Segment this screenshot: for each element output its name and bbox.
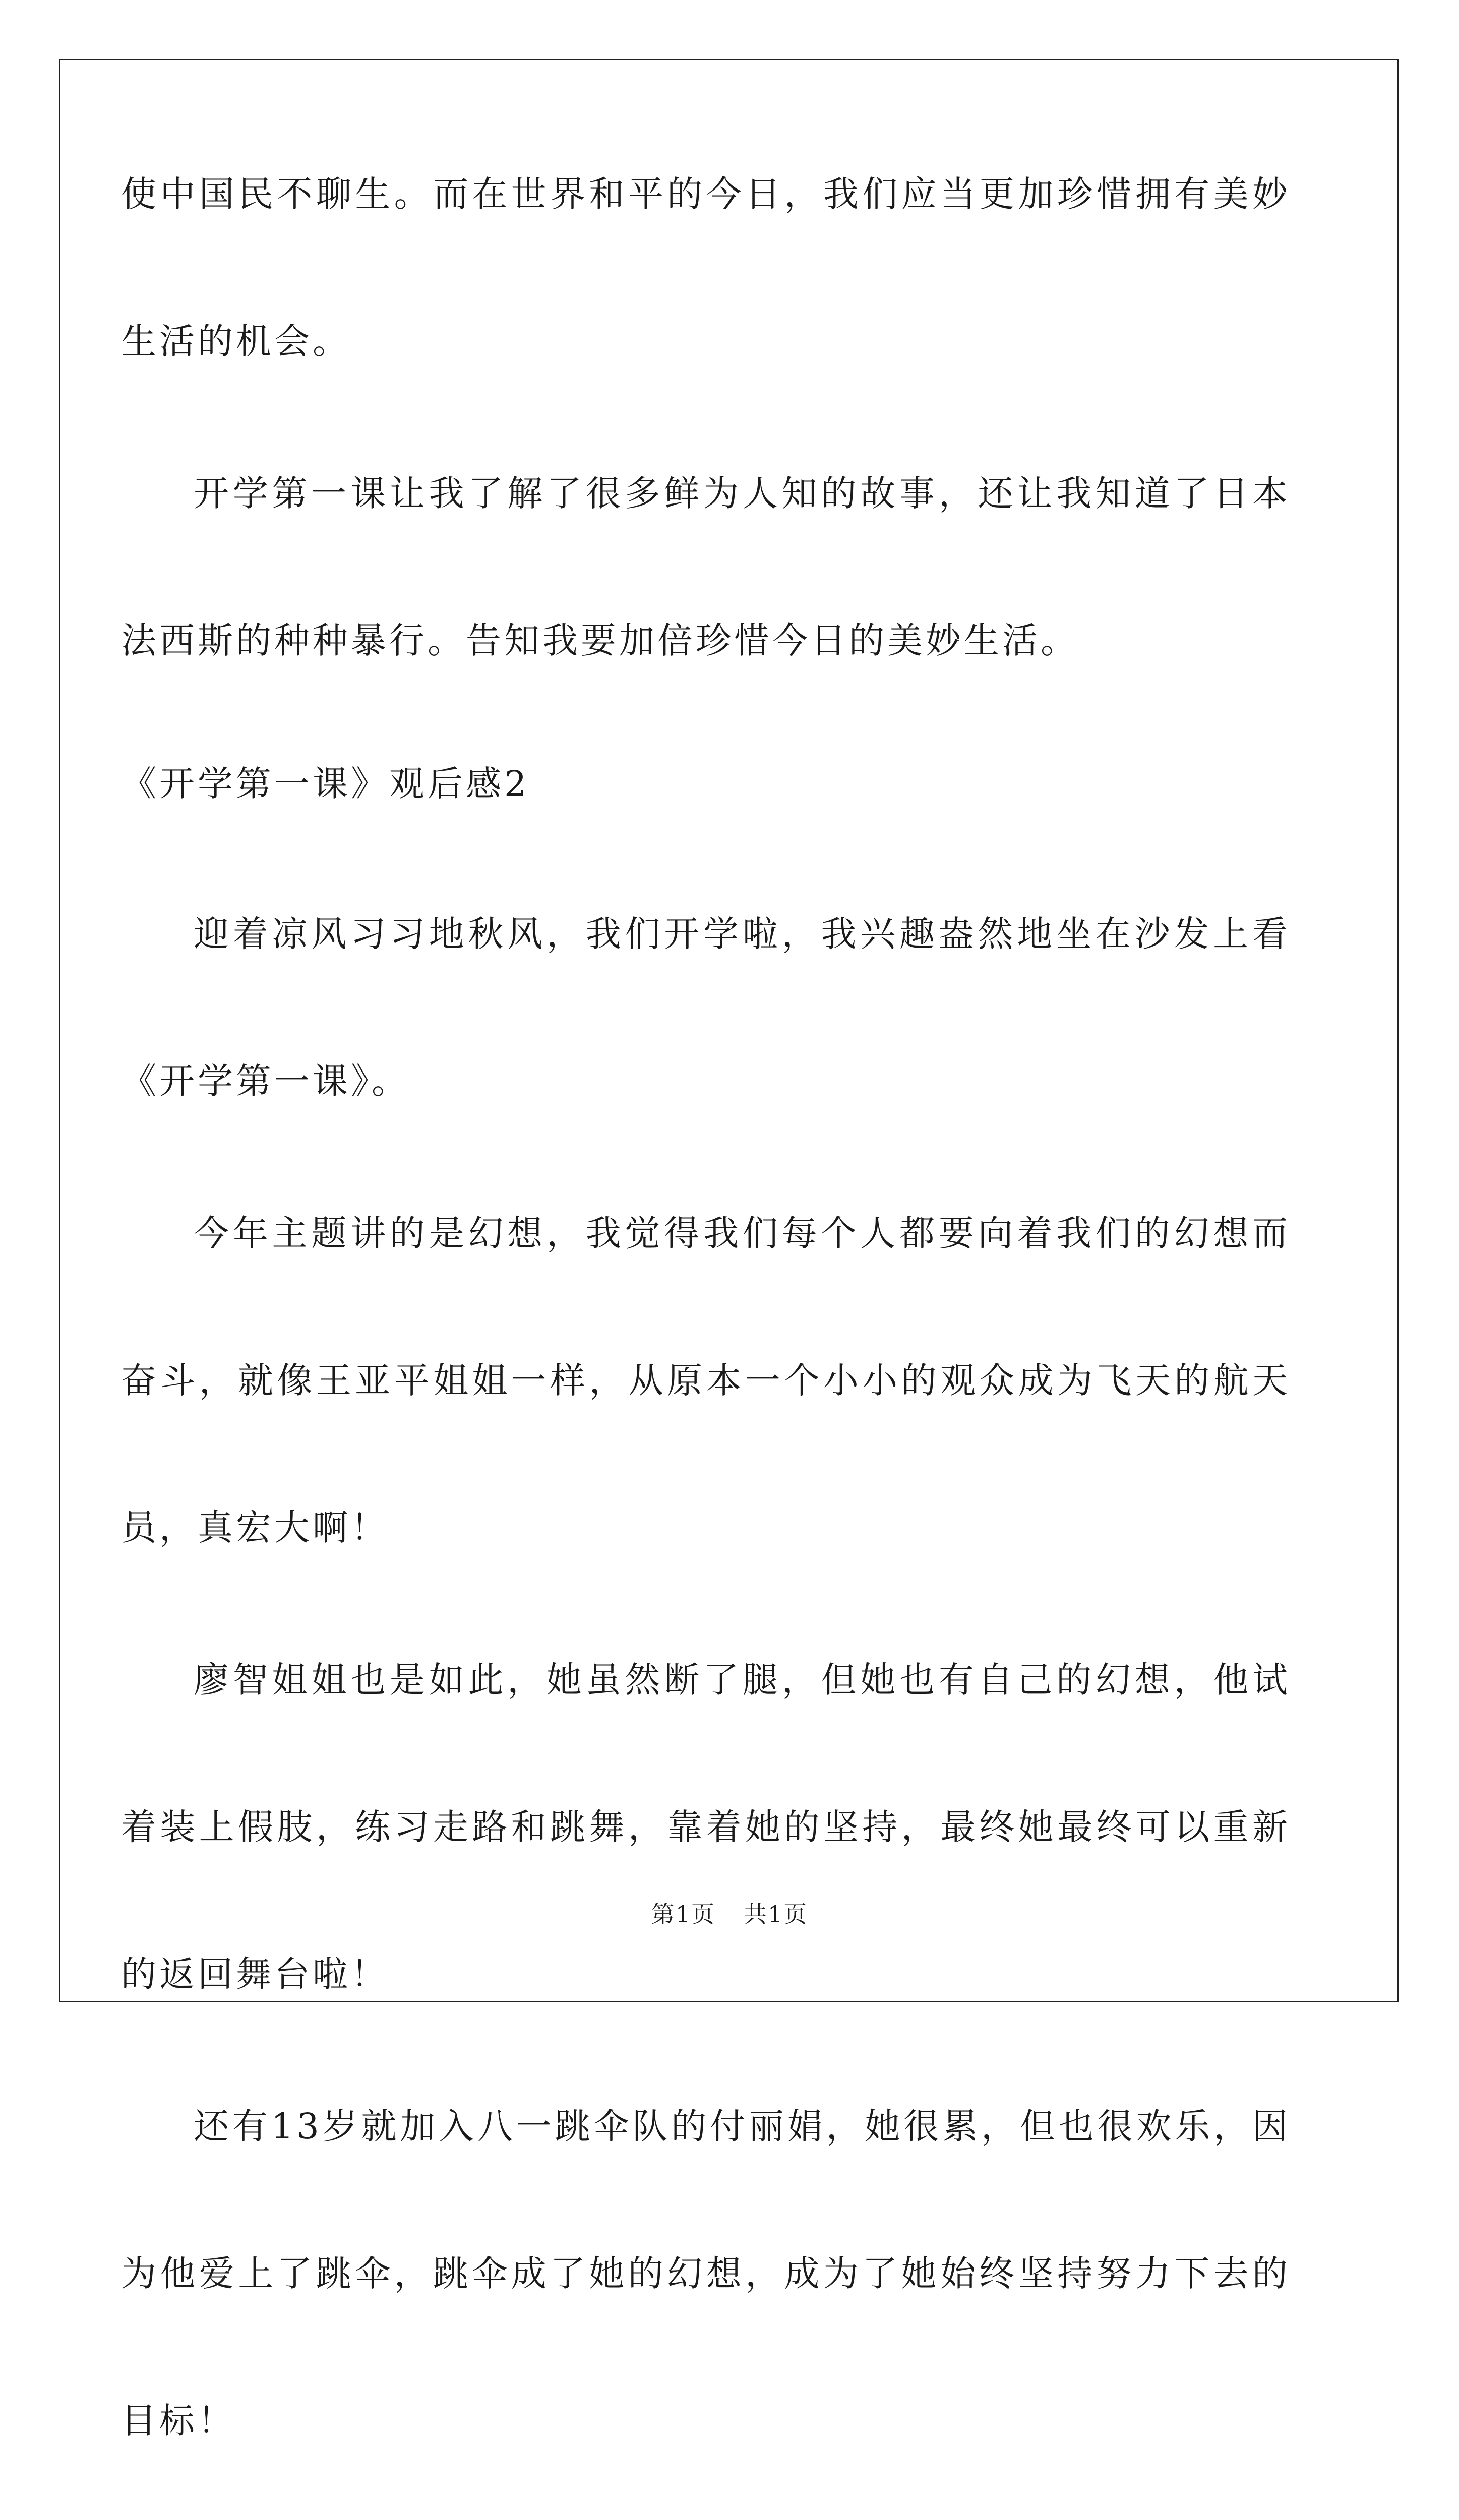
paragraph-line: 迎着凉风习习地秋风，我们开学啦，我兴趣盎然地坐在沙发上看 <box>194 913 1291 955</box>
paragraph-line: 法西斯的种种暴行。告知我要加倍珍惜今日的美妙生活。 <box>121 620 1079 661</box>
paragraph-line: 使中国民不聊生。而在世界和平的今日，我们应当更加珍惜拥有美妙 <box>121 173 1291 215</box>
page-footer <box>0 1899 1459 1929</box>
paragraph-line: 目标！ <box>121 2400 236 2441</box>
page-number-current: 第1页 <box>651 1901 715 1928</box>
paragraph-line: 《开学第一课》。 <box>121 1060 410 1102</box>
paragraph-line: 生活的机会。 <box>121 321 351 362</box>
paragraph-line: 廖智姐姐也是如此，她虽然断了腿，但她也有自己的幻想，他试 <box>194 1659 1291 1700</box>
page-number-total: 共1页 <box>744 1901 808 1928</box>
paragraph-line: 开学第一课让我了解了很多鲜为人知的故事，还让我知道了日本 <box>194 473 1291 514</box>
paragraph-line: 还有13岁就加入八一跳伞队的付丽娟，她很累，但也很欢乐，因 <box>194 2106 1291 2147</box>
paragraph-line: 今年主题讲的是幻想，我觉得我们每个人都要向着我们的幻想而 <box>194 1213 1291 1254</box>
paragraph-line: 员，真宏大啊！ <box>121 1507 389 1548</box>
paragraph-line: 为他爱上了跳伞，跳伞成了她的幻想，成为了她始终坚持努力下去的 <box>121 2253 1291 2294</box>
paragraph-line: 的返回舞台啦！ <box>121 1954 389 1995</box>
section-heading: 《开学第一课》观后感2 <box>121 763 530 804</box>
document-body <box>121 169 1291 2520</box>
paragraph-line: 着装上假肢，练习走路和跳舞，靠着她的坚持，最终她最终可以重新 <box>121 1806 1291 1848</box>
paragraph-line: 奋斗，就像王亚平姐姐一样，从原本一个小小的观众成为飞天的航天 <box>121 1360 1291 1401</box>
